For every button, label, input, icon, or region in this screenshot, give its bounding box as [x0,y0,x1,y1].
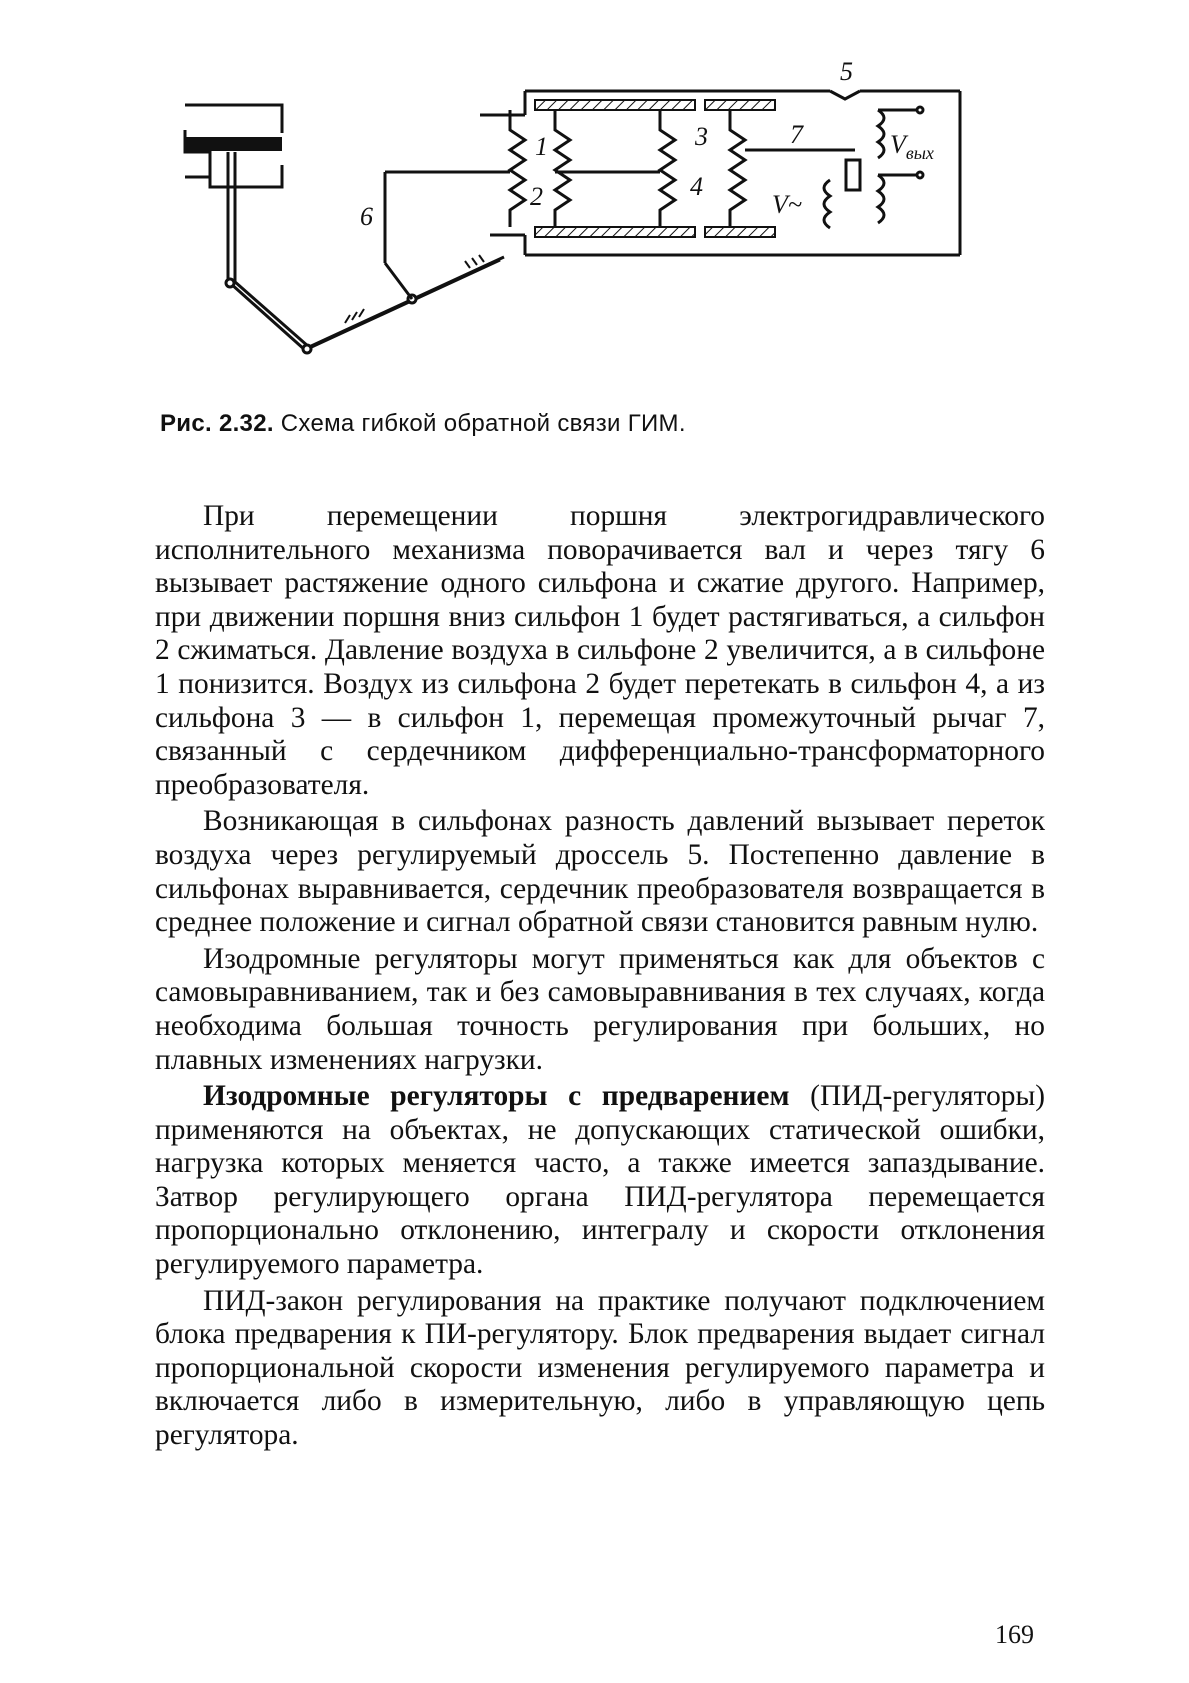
linkage [226,172,504,353]
paragraph-4 [155,1080,1045,1282]
label-1: 1 [535,132,548,161]
label-5: 5 [840,57,853,86]
paragraph-2: Возникающая в сильфонах разность давлений вызывает переток воздуха через регулируемый дроссель 5. Постепенно давление в сильфонах выравнивается, сердечник преобразователя возвращается в среднее положение и сигнал обратной связи становится равным нулю. [155,805,1045,939]
hydraulic-cylinder [185,105,282,283]
fixed-plates [535,100,775,237]
label-v-out: $V_{вых}$ [890,130,934,163]
paragraph-1: При перемещении поршня электрогидравлического исполнительного механизма поворачивается вал и через тягу 6 вызывает растяжение одного сильфона и сжатие другого. Например, при движении поршня вниз сильфон 1 будет растягиваться, а сильфон 2 сжиматься. Давление воздуха в сильфоне 2 увеличится, а в сильфоне 1 понизится. Воздух из сильфона 2 будет перетекать в сильфон 4, а из сильфона 3 — в сильфон 1, перемещая промежуточный рычаг 7, связанный с сердечником дифференциально-трансформаторного преобразователя. [155,500,1045,801]
label-3: 3 [695,122,708,151]
label-7: 7 [790,120,803,149]
label-v-ac: V~ [772,190,802,219]
transformer [824,107,923,228]
label-4: 4 [690,172,703,201]
caption-text: Схема гибкой обратной связи ГИМ. [273,410,686,437]
paragraph-4-text: (ПИД-регуляторы) применяются на объектах, не допускающих статической ошибки, нагрузка которых меняется часто, а также имеется запаздывание. Затвор регулирующего органа ПИД-регулятора перемещается пропорционально отклонению, интегралу и скорости отклонения регулируемого параметра. [155,1080,1045,1281]
page-number: 169 [995,1620,1034,1649]
paragraph-4-lead: Изодромные регуляторы с предварением [203,1080,790,1113]
ground-hatches [340,255,490,333]
figure-labels [360,57,934,231]
paragraph-5: ПИД-закон регулирования на практике получают подключением блока предварения к ПИ-регулятору. Блок предварения выдает сигнал пропорциональной скорости изменения регулируемого параметра и включается либо в измерительную, либо в управляющую цепь регулятора. [155,1284,1045,1452]
figure-caption [160,410,686,438]
label-2: 2 [530,182,543,211]
paragraph-3: Изодромные регуляторы могут применяться как для объектов с самовыравниванием, так и без самовыравнивания в тех случаях, когда необходима большая точность регулирования при больших, но плавных изменениях нагрузки. [155,942,1045,1076]
caption-prefix: Рис. 2.32. [160,410,274,437]
figure-gim-feedback-diagram [160,55,1060,400]
label-6: 6 [360,202,373,231]
body-text [155,500,1045,1456]
